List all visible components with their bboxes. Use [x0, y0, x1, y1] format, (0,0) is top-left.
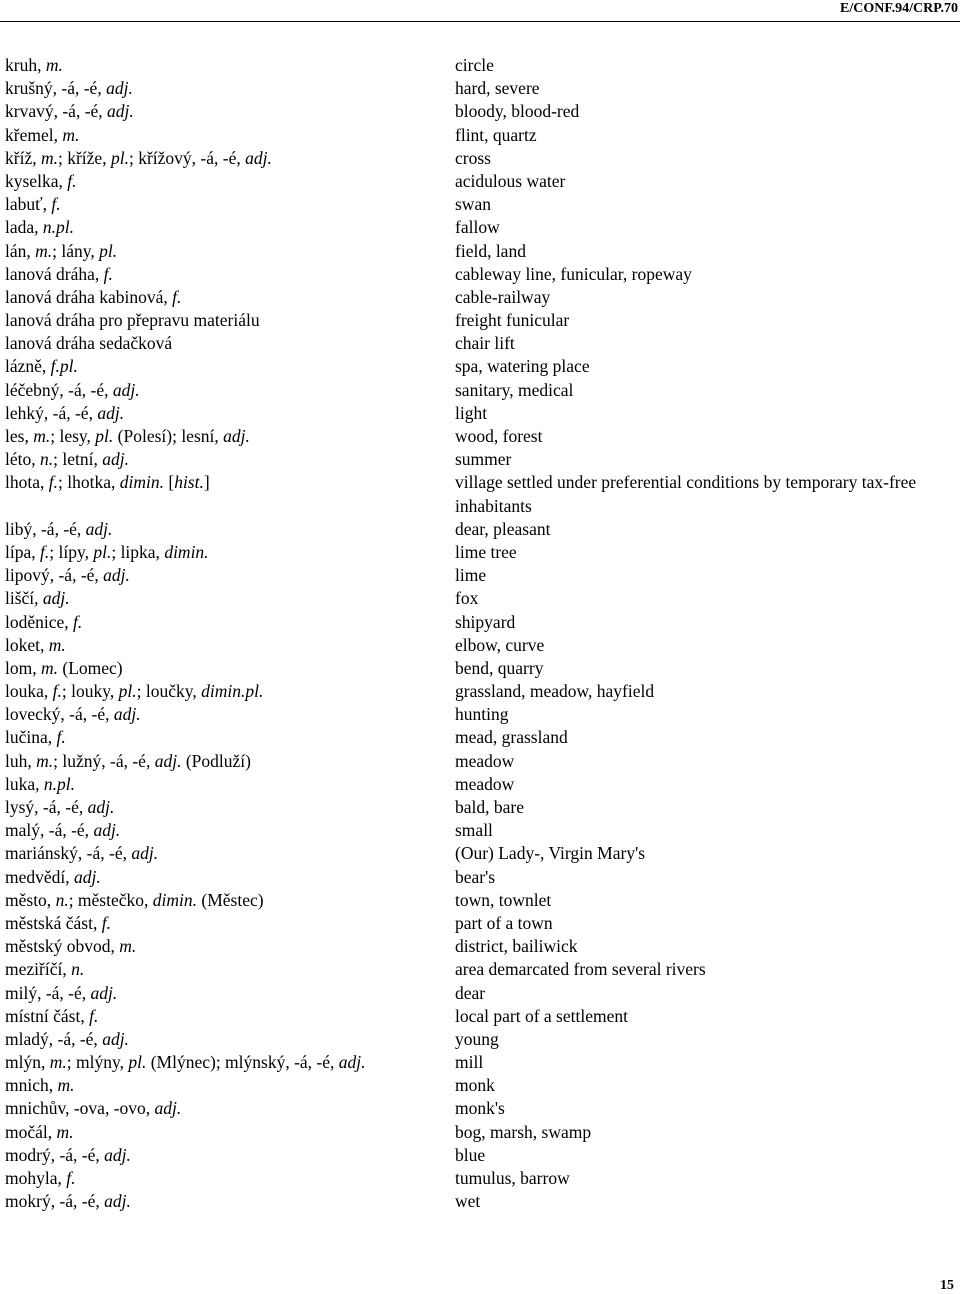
term-text: léčebný, -á, -é,	[5, 379, 113, 400]
term-text: mnich,	[5, 1075, 58, 1096]
grammar-abbreviation: adj.	[338, 1052, 366, 1073]
grammar-abbreviation: adj.	[102, 449, 129, 470]
czech-term	[5, 1190, 131, 1213]
glossary-row	[0, 332, 960, 355]
english-translation: flint, quartz	[455, 124, 537, 145]
term-text: město,	[5, 889, 56, 910]
grammar-abbreviation: m.	[48, 634, 66, 655]
term-text: krvavý, -á, -é,	[5, 101, 108, 122]
glossary-row	[0, 726, 960, 749]
term-text: (Lomec)	[58, 657, 123, 678]
czech-term	[5, 379, 140, 402]
term-text: křemel,	[5, 124, 63, 145]
glossary-row	[0, 982, 960, 1005]
term-text: lanová dráha,	[5, 263, 104, 284]
term-text: (Městec)	[197, 889, 264, 910]
english-translation: blue	[455, 1144, 486, 1165]
english-translation: dear, pleasant	[455, 518, 551, 539]
grammar-abbreviation: m.	[35, 240, 53, 261]
grammar-abbreviation: n.pl.	[43, 773, 76, 794]
glossary-row	[0, 750, 960, 773]
term-text: močál,	[5, 1121, 57, 1142]
grammar-abbreviation: f.	[89, 1005, 99, 1026]
term-text: luh,	[5, 750, 37, 771]
english-translation: lime	[455, 565, 487, 586]
term-text: kruh,	[5, 55, 46, 75]
czech-term	[5, 54, 63, 77]
term-text: modrý, -á, -é,	[5, 1144, 105, 1165]
czech-term	[5, 657, 123, 680]
glossary-row	[0, 170, 960, 193]
english-translation: wood, forest	[455, 426, 543, 446]
glossary-row	[0, 309, 960, 332]
english-translation: hunting	[455, 704, 509, 725]
grammar-abbreviation: adj.	[131, 843, 159, 864]
glossary-row	[0, 587, 960, 610]
czech-term	[5, 1167, 76, 1190]
term-text: libý, -á, -é,	[5, 518, 86, 539]
grammar-abbreviation: pl.	[118, 681, 137, 702]
term-text: mnichův, -ova, -ovo,	[5, 1098, 155, 1119]
grammar-abbreviation: adj.	[107, 101, 134, 122]
czech-term	[5, 286, 181, 309]
english-translation: swan	[455, 194, 491, 215]
grammar-abbreviation: adj.	[223, 426, 250, 446]
english-translation: field, land	[455, 240, 526, 261]
term-text: lovecký, -á, -é,	[5, 704, 114, 725]
grammar-abbreviation: adj.	[87, 797, 115, 818]
czech-term	[5, 726, 66, 749]
czech-term	[5, 1074, 75, 1097]
czech-term	[5, 147, 272, 170]
czech-term	[5, 1051, 366, 1074]
english-translation: mead, grassland	[455, 727, 568, 748]
glossary-row	[0, 634, 960, 657]
grammar-abbreviation: dimin.	[152, 889, 198, 910]
english-translation: circle	[455, 55, 494, 75]
grammar-abbreviation: n.	[40, 449, 54, 470]
czech-term	[5, 124, 79, 147]
glossary-row	[0, 77, 960, 100]
grammar-abbreviation: f.	[103, 263, 113, 284]
czech-term	[5, 1144, 131, 1167]
czech-term	[5, 240, 117, 263]
czech-term	[5, 564, 130, 587]
english-translation: monk's	[455, 1098, 505, 1119]
term-text: léto,	[5, 449, 40, 470]
grammar-abbreviation: m.	[36, 750, 54, 771]
english-translation: cable-railway	[455, 286, 551, 307]
term-text: ; lipka,	[111, 541, 165, 562]
term-text: městská část,	[5, 912, 102, 933]
english-translation: mill	[455, 1052, 484, 1073]
term-text: luka,	[5, 773, 44, 794]
english-translation: area demarcated from several rivers	[455, 959, 706, 980]
term-text: ; lužný, -á, -é,	[53, 750, 155, 771]
glossary-row	[0, 124, 960, 147]
term-text: mariánský, -á, -é,	[5, 843, 132, 864]
english-translation: hard, severe	[455, 78, 540, 99]
grammar-abbreviation: f.	[48, 472, 58, 493]
english-translation: freight funicular	[455, 310, 570, 331]
english-translation: fallow	[455, 217, 500, 238]
english-translation: sanitary, medical	[455, 379, 574, 400]
glossary-row	[0, 100, 960, 123]
term-text: loděnice,	[5, 611, 74, 632]
english-translation: bloody, blood-red	[455, 101, 580, 122]
czech-term	[5, 263, 113, 286]
czech-term	[5, 193, 61, 216]
czech-term	[5, 402, 124, 425]
english-translation: summer	[455, 449, 512, 470]
term-text: ; lány,	[52, 240, 100, 261]
czech-term	[5, 332, 172, 355]
grammar-abbreviation: dimin.pl.	[201, 681, 264, 702]
glossary-row	[0, 1144, 960, 1167]
grammar-abbreviation: adj.	[104, 1191, 131, 1212]
english-translation: young	[455, 1028, 499, 1049]
grammar-abbreviation: pl.	[93, 541, 112, 562]
term-text: [	[163, 472, 175, 493]
czech-term	[5, 773, 75, 796]
grammar-abbreviation: adj.	[74, 866, 101, 887]
english-translation: light	[455, 402, 488, 423]
grammar-abbreviation: m.	[49, 1052, 67, 1073]
english-translation: monk	[455, 1075, 495, 1096]
english-translation: bald, bare	[455, 797, 524, 818]
term-text: lipový, -á, -é,	[5, 565, 104, 586]
glossary-row	[0, 1190, 960, 1213]
czech-term	[5, 170, 76, 193]
document-header	[0, 0, 960, 22]
glossary-row	[0, 866, 960, 889]
czech-term	[5, 819, 120, 842]
term-text: (Polesí); lesní,	[113, 426, 224, 446]
grammar-abbreviation: f.pl.	[50, 356, 78, 377]
english-translation: bend, quarry	[455, 657, 544, 678]
czech-term	[5, 796, 114, 819]
czech-term	[5, 1121, 74, 1144]
term-text: ; louky,	[61, 681, 119, 702]
glossary-row	[0, 216, 960, 239]
grammar-abbreviation: m.	[57, 1075, 75, 1096]
czech-term	[5, 1097, 181, 1120]
czech-term	[5, 1005, 98, 1028]
glossary-row	[0, 889, 960, 912]
grammar-abbreviation: dimin.	[164, 541, 209, 562]
english-translation: wet	[455, 1191, 481, 1212]
english-translation: bog, marsh, swamp	[455, 1121, 592, 1142]
glossary-row	[0, 286, 960, 309]
czech-term	[5, 750, 251, 773]
grammar-abbreviation: f.	[67, 170, 77, 191]
grammar-abbreviation: m.	[56, 1121, 74, 1142]
term-text: mokrý, -á, -é,	[5, 1191, 105, 1212]
glossary-row	[0, 448, 960, 471]
glossary-row	[0, 611, 960, 634]
czech-term	[5, 611, 82, 634]
czech-term	[5, 912, 111, 935]
english-translation: cross	[455, 147, 491, 168]
english-translation: town, townlet	[455, 889, 552, 910]
grammar-abbreviation: adj.	[93, 820, 121, 841]
grammar-abbreviation: n.	[55, 889, 69, 910]
term-text: lípa,	[5, 541, 40, 562]
czech-term	[5, 448, 129, 471]
term-text: kyselka,	[5, 170, 68, 191]
grammar-abbreviation: f.	[52, 681, 62, 702]
glossary-row	[0, 240, 960, 263]
term-text: ; křížový, -á, -é,	[128, 147, 246, 168]
glossary-row	[0, 1051, 960, 1074]
term-text: (Podluží)	[181, 750, 251, 771]
document-symbol: E/CONF.94/CRP.70	[840, 1, 958, 16]
term-text: ; letní,	[53, 449, 103, 470]
czech-term	[5, 518, 112, 541]
grammar-abbreviation: m.	[40, 657, 58, 678]
grammar-abbreviation: hist.	[174, 472, 204, 493]
grammar-abbreviation: adj.	[106, 78, 133, 99]
english-translation: (Our) Lady-, Virgin Mary's	[455, 843, 646, 864]
grammar-abbreviation: pl.	[95, 426, 114, 446]
term-text: mladý, -á, -é,	[5, 1028, 103, 1049]
czech-term	[5, 634, 66, 657]
term-text: lhota,	[5, 472, 49, 493]
glossary-row	[0, 912, 960, 935]
english-translation: bear's	[455, 866, 496, 887]
glossary-row	[0, 819, 960, 842]
term-text: krušný, -á, -é,	[5, 78, 107, 99]
term-text: ; lhotka,	[58, 472, 120, 493]
glossary-row	[0, 1121, 960, 1144]
czech-term	[5, 587, 70, 610]
glossary-row	[0, 379, 960, 402]
czech-term	[5, 889, 264, 912]
english-translation: small	[455, 820, 493, 841]
glossary-row	[0, 703, 960, 726]
term-text: louka,	[5, 681, 53, 702]
glossary-row	[0, 657, 960, 680]
grammar-abbreviation: adj.	[113, 704, 141, 725]
english-translation: lime tree	[455, 541, 517, 562]
grammar-abbreviation: f.	[66, 1168, 76, 1189]
grammar-abbreviation: adj.	[90, 982, 118, 1003]
english-translation: village settled under preferential conditions by temporary tax-free inhabitants	[455, 472, 917, 516]
grammar-abbreviation: m.	[40, 147, 58, 168]
header-rule	[0, 21, 960, 22]
glossary-row	[0, 402, 960, 425]
english-translation: district, bailiwick	[455, 936, 578, 957]
czech-term	[5, 77, 133, 100]
term-text: mohyla,	[5, 1168, 67, 1189]
term-text: ; lípy,	[49, 541, 94, 562]
czech-term	[5, 1028, 129, 1051]
glossary-table	[0, 54, 960, 1213]
term-text: ; městečko,	[68, 889, 153, 910]
glossary-row	[0, 1074, 960, 1097]
glossary-row	[0, 425, 960, 448]
term-text: městský obvod,	[5, 936, 120, 957]
grammar-abbreviation: n.pl.	[42, 217, 75, 238]
glossary-row	[0, 564, 960, 587]
grammar-abbreviation: adj.	[154, 1098, 182, 1119]
glossary-row	[0, 958, 960, 981]
glossary-row	[0, 1028, 960, 1051]
czech-term	[5, 425, 250, 448]
grammar-abbreviation: f.	[73, 611, 83, 632]
grammar-abbreviation: adj.	[112, 379, 140, 400]
glossary-row	[0, 1005, 960, 1028]
glossary-row	[0, 471, 960, 517]
glossary-row	[0, 54, 960, 77]
term-text: lehký, -á, -é,	[5, 402, 98, 423]
czech-term	[5, 842, 158, 865]
english-translation: cableway line, funicular, ropeway	[455, 263, 692, 284]
grammar-abbreviation: adj.	[154, 750, 182, 771]
term-text: lán,	[5, 240, 36, 261]
english-translation: fox	[455, 588, 479, 609]
glossary-row	[0, 541, 960, 564]
grammar-abbreviation: m.	[45, 55, 63, 75]
glossary-row	[0, 842, 960, 865]
term-text: lanová dráha sedačková	[5, 333, 173, 354]
english-translation: grassland, meadow, hayfield	[455, 681, 655, 702]
grammar-abbreviation: adj.	[102, 1028, 129, 1049]
grammar-abbreviation: adj.	[42, 588, 70, 609]
term-text: lanová dráha pro přepravu materiálu	[5, 310, 260, 331]
glossary-row	[0, 1167, 960, 1190]
czech-term	[5, 680, 263, 703]
czech-term	[5, 982, 117, 1005]
czech-term	[5, 866, 101, 889]
grammar-abbreviation: f.	[51, 194, 61, 215]
term-text: les,	[5, 426, 34, 446]
czech-term	[5, 935, 136, 958]
glossary-row	[0, 935, 960, 958]
grammar-abbreviation: adj.	[103, 565, 130, 586]
term-text: loket,	[5, 634, 49, 655]
term-text: ; lesy,	[50, 426, 96, 446]
english-translation: meadow	[455, 750, 515, 771]
english-translation: chair lift	[455, 333, 515, 354]
czech-term	[5, 100, 134, 123]
term-text: lázně,	[5, 356, 51, 377]
term-text: lysý, -á, -é,	[5, 797, 88, 818]
grammar-abbreviation: m.	[62, 124, 80, 145]
term-text: lanová dráha kabinová,	[5, 286, 173, 307]
term-text: místní část,	[5, 1005, 90, 1026]
grammar-abbreviation: m.	[119, 936, 137, 957]
term-text: liščí,	[5, 588, 43, 609]
term-text: ; mlýny,	[66, 1052, 129, 1073]
grammar-abbreviation: pl.	[110, 147, 129, 168]
english-translation: dear	[455, 982, 486, 1003]
glossary-row	[0, 680, 960, 703]
term-text: mlýn,	[5, 1052, 50, 1073]
glossary-row	[0, 193, 960, 216]
english-translation: elbow, curve	[455, 634, 545, 655]
english-translation: local part of a settlement	[455, 1005, 628, 1026]
term-text: kříž,	[5, 147, 41, 168]
grammar-abbreviation: f.	[40, 541, 50, 562]
czech-term	[5, 355, 78, 378]
glossary-row	[0, 1097, 960, 1120]
grammar-abbreviation: f.	[172, 286, 182, 307]
term-text: labuť,	[5, 194, 52, 215]
glossary-row	[0, 147, 960, 170]
grammar-abbreviation: n.	[71, 959, 85, 980]
term-text: ; loučky,	[136, 681, 202, 702]
grammar-abbreviation: f.	[56, 727, 66, 748]
english-translation: acidulous water	[455, 170, 566, 191]
grammar-abbreviation: pl.	[128, 1052, 147, 1073]
term-text: lučina,	[5, 727, 57, 748]
glossary-row	[0, 773, 960, 796]
page-number: 15	[940, 1278, 954, 1293]
english-translation: spa, watering place	[455, 356, 590, 377]
term-text: malý, -á, -é,	[5, 820, 94, 841]
english-translation: part of a town	[455, 912, 553, 933]
czech-term	[5, 541, 209, 564]
english-translation: meadow	[455, 773, 515, 794]
grammar-abbreviation: pl.	[99, 240, 118, 261]
term-text: ; kříže,	[57, 147, 111, 168]
czech-term	[5, 958, 84, 981]
english-translation: tumulus, barrow	[455, 1168, 570, 1189]
grammar-abbreviation: m.	[33, 426, 51, 446]
term-text: lada,	[5, 217, 43, 238]
grammar-abbreviation: f.	[101, 912, 111, 933]
term-text: medvědí,	[5, 866, 75, 887]
glossary-row	[0, 263, 960, 286]
grammar-abbreviation: adj.	[245, 147, 272, 168]
czech-term	[5, 309, 260, 332]
term-text: lom,	[5, 657, 41, 678]
glossary-row	[0, 518, 960, 541]
term-text: meziříčí,	[5, 959, 72, 980]
term-text: (Mlýnec); mlýnský, -á, -é,	[146, 1052, 339, 1073]
grammar-abbreviation: adj.	[85, 518, 113, 539]
glossary-row	[0, 355, 960, 378]
grammar-abbreviation: adj.	[104, 1144, 131, 1165]
grammar-abbreviation: dimin.	[119, 472, 164, 493]
czech-term	[5, 471, 210, 494]
grammar-abbreviation: adj.	[97, 402, 125, 423]
term-text: ]	[203, 472, 210, 493]
glossary-row	[0, 796, 960, 819]
czech-term	[5, 703, 141, 726]
english-translation: shipyard	[455, 611, 516, 632]
term-text: milý, -á, -é,	[5, 982, 91, 1003]
czech-term	[5, 216, 74, 239]
